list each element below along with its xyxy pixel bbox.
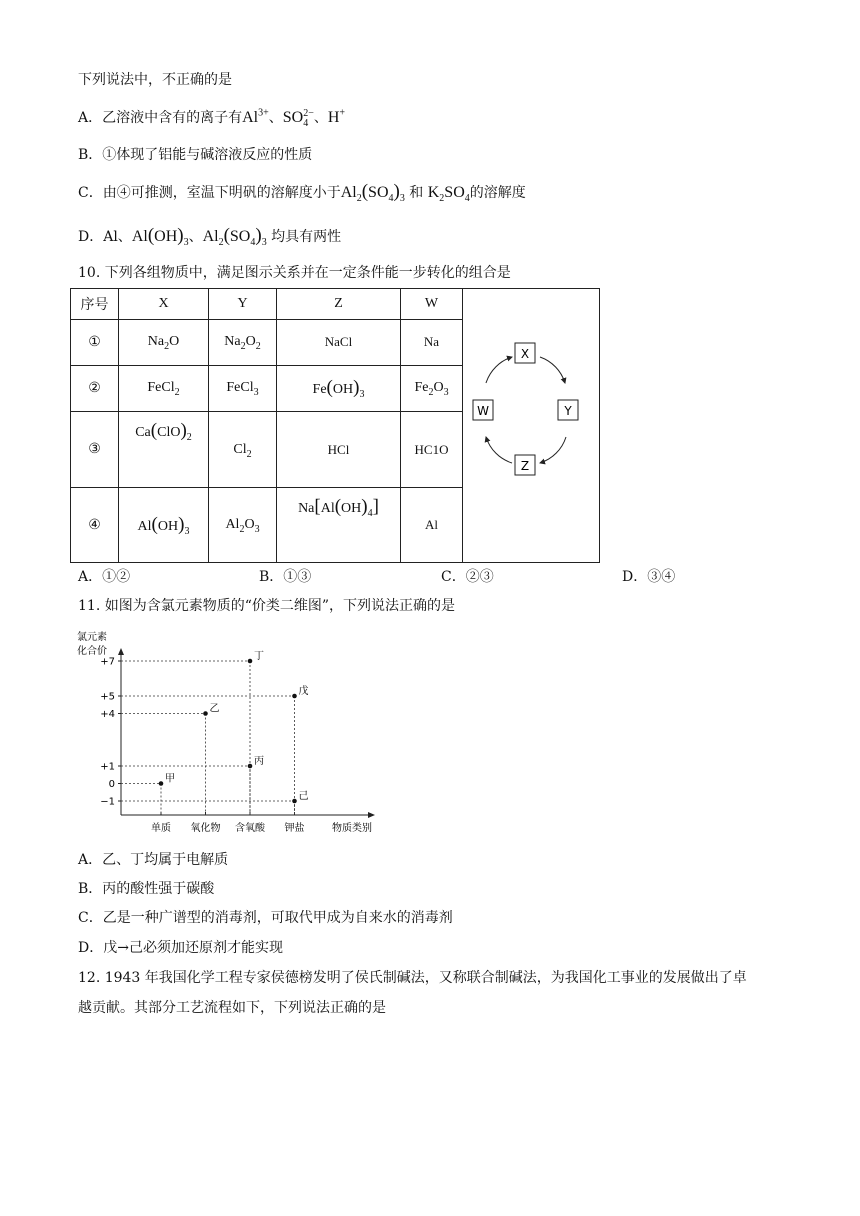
svg-text:X: X	[520, 347, 530, 361]
row3-x: $Ca(ClO)_2$	[119, 411, 209, 488]
q11-option-d: D．戊→己必须加还原剂才能实现	[78, 940, 283, 956]
q11-stem: 11. 如图为含氯元素物质的“价类二维图”，下列说法正确的是	[78, 598, 456, 614]
row1-x: $Na_2O$	[119, 320, 209, 365]
row4-w: Al	[401, 488, 463, 563]
row4-z: $Na[Al(OH)_4]$	[277, 488, 401, 563]
q10-option-c: C．②③	[441, 569, 494, 585]
valence-class-chart	[70, 628, 400, 840]
header-z: Z	[277, 289, 401, 320]
row1-w: Na	[401, 320, 463, 365]
data-point	[292, 799, 297, 804]
row1-no: ①	[71, 320, 119, 365]
q11-option-b: B．丙的酸性强于碳酸	[78, 881, 215, 897]
data-point	[159, 781, 164, 786]
point-label: 己	[298, 791, 309, 802]
chart-xlabel: 物质类别	[332, 823, 372, 834]
row1-z: NaCl	[277, 320, 401, 365]
row3-z: HCl	[277, 411, 401, 488]
point-label: 丙	[254, 756, 264, 767]
point-label: 戊	[298, 686, 309, 697]
row1-y: $Na_2O_2$	[209, 320, 277, 365]
row2-y: FeCl$_3$	[209, 365, 277, 411]
svg-text:Z: Z	[520, 459, 530, 473]
q11-option-a: A．乙、丁均属于电解质	[78, 852, 229, 868]
y-tick-label: +4	[100, 709, 115, 720]
x-tick-label: 钾盐	[284, 823, 305, 834]
row2-w: $Fe_2O_3$	[401, 365, 463, 411]
q10-table	[70, 288, 600, 563]
header-x: X	[119, 289, 209, 320]
q10-option-d: D．③④	[622, 569, 676, 585]
header-w: W	[401, 289, 463, 320]
row4-y: $Al_2O_3$	[209, 488, 277, 563]
arrow-w-to-x	[486, 357, 512, 383]
point-label: 丁	[254, 651, 264, 662]
row3-w: HC1O	[401, 411, 463, 488]
svg-text:W: W	[477, 404, 489, 418]
row2-no: ②	[71, 365, 119, 411]
node-x	[515, 343, 535, 363]
q9-option-b: B．①体现了铝能与碱溶液反应的性质	[78, 147, 313, 163]
q10-stem: 10. 下列各组物质中，满足图示关系并在一定条件能一步转化的组合是	[78, 265, 511, 281]
q9-option-a: A．乙溶液中含有的离子有$Al^{3+}$、$SO_4^{2-}$、H+	[78, 107, 346, 130]
x-tick-label: 单质	[151, 823, 171, 834]
row4-x: $Al(OH)_3$	[119, 488, 209, 563]
point-label: 甲	[165, 773, 175, 785]
svg-text:Y: Y	[564, 404, 572, 418]
row2-x: FeCl$_2$	[119, 365, 209, 411]
y-tick-label: +1	[100, 761, 115, 773]
header-no: 序号	[71, 289, 119, 320]
q10-option-a: A．①②	[78, 569, 131, 585]
header-y: Y	[209, 289, 277, 320]
y-axis-arrow	[118, 648, 124, 655]
arrow-x-to-y	[540, 357, 565, 383]
q12-stem-line2: 越贡献。其部分工艺流程如下，下列说法正确的是	[78, 1000, 386, 1016]
row4-no: ④	[71, 488, 119, 563]
node-w	[473, 400, 493, 420]
y-tick-label: 0	[108, 779, 115, 790]
arrow-y-to-z	[540, 437, 566, 463]
chart-ylabel-2: 化合价	[77, 646, 107, 657]
data-point	[203, 711, 208, 716]
data-point	[292, 694, 297, 699]
q9-option-d: D．Al、$Al(OH)_3$、$Al_2(SO_4)_3$ 均具有两性	[78, 225, 342, 249]
y-tick-label: −1	[100, 796, 115, 808]
q9-stem: 下列说法中，不正确的是	[78, 72, 232, 88]
y-tick-label: +5	[100, 691, 115, 703]
node-z	[515, 455, 535, 475]
x-tick-label: 氧化物	[190, 823, 221, 834]
row3-no: ③	[71, 411, 119, 488]
node-y	[558, 400, 578, 420]
y-tick-label: +7	[100, 656, 115, 668]
chart-ylabel-1: 氯元素	[77, 632, 107, 643]
q12-stem-line1: 12. 1943 年我国化学工程专家侯德榜发明了侯氏制碱法，又称联合制碱法，为我国化工事业的发展做出了卓	[78, 970, 747, 986]
row3-y: $Cl_2$	[209, 411, 277, 488]
point-label: 乙	[209, 703, 220, 715]
data-point	[248, 659, 253, 664]
x-tick-label: 含氧酸	[235, 823, 265, 834]
q9-option-c: C．由④可推测，室温下明矾的溶解度小于$Al_2(SO_4)_3$ 和 $K_2SO_4$的溶解度	[78, 181, 526, 205]
row2-z: $Fe(OH)_3$	[277, 365, 401, 411]
x-axis-arrow	[368, 812, 375, 818]
q10-option-b: B．①③	[259, 569, 312, 585]
cycle-diagram	[464, 289, 598, 557]
q11-option-c: C．乙是一种广谱型的消毒剂，可取代甲成为自来水的消毒剂	[78, 910, 453, 926]
arrow-z-to-w	[486, 437, 512, 463]
cycle-diagram-cell	[463, 289, 600, 563]
